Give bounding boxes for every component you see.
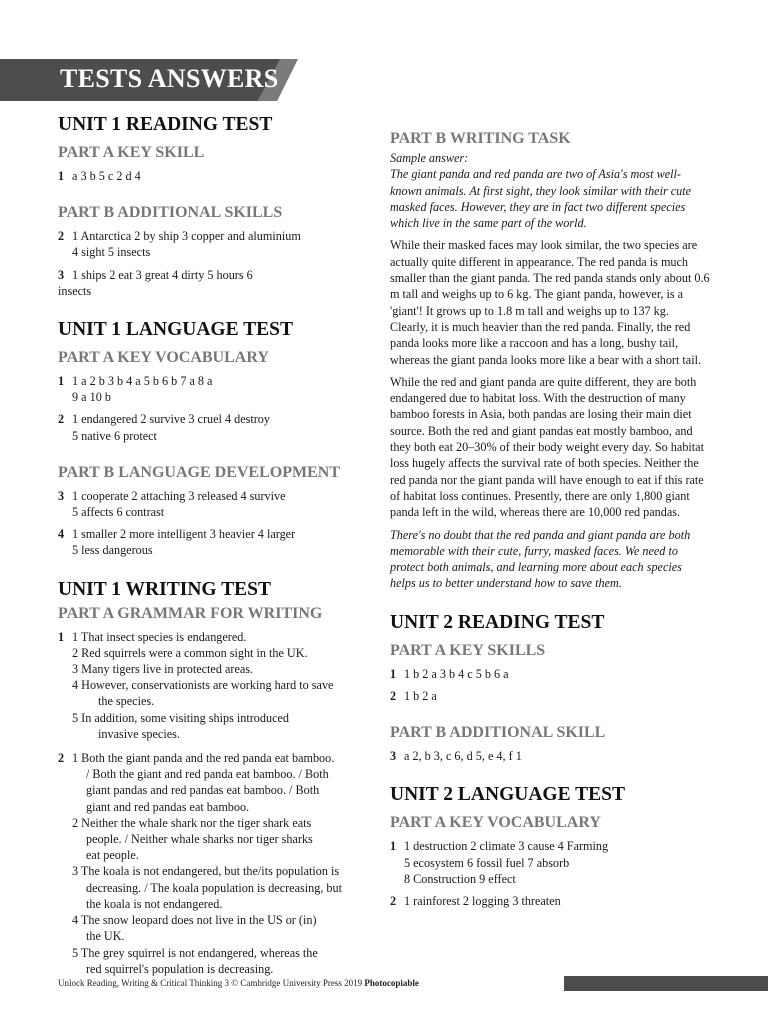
answer-line: 5 The grey squirrel is not endangered, whereas the — [72, 945, 318, 960]
answer-line: 1 1 b 2 a 3 b 4 c 5 b 6 a — [390, 666, 509, 681]
answer-line: 5 affects 6 contrast — [72, 505, 165, 520]
answer-line: people. / Neither whale sharks nor tiger sharks — [86, 832, 313, 847]
page-title: TESTS ANSWERS — [60, 64, 279, 93]
unit1-writing-title: UNIT 1 WRITING TEST — [58, 578, 271, 600]
answer-line: eat people. — [86, 848, 139, 863]
answer-line: 1 1 destruction 2 climate 3 cause 4 Farming — [390, 839, 609, 854]
answer-line: 2 1 endangered 2 survive 3 cruel 4 destroy — [58, 412, 270, 427]
grammar-q1 — [58, 629, 376, 742]
answer-line: 2 1 rainforest 2 logging 3 threaten — [390, 893, 561, 908]
answer-line: the species. — [98, 694, 155, 709]
sample-answer — [390, 150, 710, 592]
answer-line: the koala is not endangered. — [86, 896, 223, 911]
answer-line: red squirrel's population is decreasing. — [86, 961, 274, 976]
answer-line: insects — [58, 283, 92, 298]
answer-line: giant pandas and red pandas eat bamboo. / Both — [86, 783, 320, 798]
answer-line: 4 However, conservationists are working hard to save — [72, 678, 334, 693]
grammar-q2 — [58, 750, 376, 977]
left-column — [58, 112, 376, 977]
answer-line: 1 1 That insect species is endangered. — [58, 629, 247, 644]
unit1-reading-part-b: PART B ADDITIONAL SKILLS — [58, 204, 283, 222]
essay-paragraph: While the red and giant panda are quite different, they are both endangered due to habitat loss. With the destruction of many bamboo forests in Asia, both pandas are losing their main diet source. Both the red and giant pandas eat mostly bamboo, and they both eat 20–30% of their body weight every day. So habitat loss hugely affects the survival rate of both species. Neither the red panda nor the giant panda will have enough to eat if this rate of habitat loss continues. Presently, there are only 1,800 giant panda left in the wild, whereas there are 10,000 red pandas. — [390, 374, 704, 520]
answer-line: 9 a 10 b — [72, 390, 111, 405]
answer-line: 4 The snow leopard does not live in the US or (in) — [72, 913, 317, 928]
unit1-language-part-a: PART A KEY VOCABULARY — [58, 349, 269, 367]
essay-paragraph: There's no doubt that the red panda and giant panda are both memorable with their cute, furry, masked faces. We need to protect both animals, and learning more about each species helps us to better understand how to save them. — [390, 527, 691, 591]
writing-task-title: PART B WRITING TASK — [390, 130, 571, 147]
footer-bar — [564, 976, 768, 991]
essay-paragraph: While their masked faces may look similar, the two species are actually quite different in appearance. The red panda is much smaller than the giant panda. The red panda stands only about 0.6 m tall and weighs up to 6 kg. The giant panda, however, is a 'giant'! It grows up to 1.8 m tall and weighs up to 137 kg. Clearly, it is much heavier than the red panda. Finally, the red panda looks more like a raccoon and has a long, bushy tail, whereas the giant panda looks more like a bear with a short tail. — [390, 238, 710, 367]
unit2-reading-part-b: PART B ADDITIONAL SKILL — [390, 724, 606, 742]
answer-line: 1 a 3 b 5 c 2 d 4 — [58, 169, 141, 183]
answer-line: giant and red pandas eat bamboo. — [86, 799, 250, 814]
answer-line: 3 1 cooperate 2 attaching 3 released 4 survive — [58, 488, 286, 503]
right-column — [390, 128, 710, 909]
answer-line: invasive species. — [98, 726, 180, 741]
answer-line: 3 a 2, b 3, c 6, d 5, e 4, f 1 — [390, 749, 522, 764]
answer-line: 5 less dangerous — [72, 543, 153, 558]
answer-line: / Both the giant and red panda eat bamboo. / Both — [86, 767, 329, 782]
unit2-reading-title: UNIT 2 READING TEST — [390, 611, 605, 633]
answer-line: 3 1 ships 2 eat 3 great 4 dirty 5 hours 6 — [58, 267, 253, 282]
answer-line: 2 Red squirrels were a common sight in the UK. — [72, 645, 308, 660]
answer-line: 1 1 a 2 b 3 b 4 a 5 b 6 b 7 a 8 a — [58, 374, 213, 389]
answer-line: 2 1 b 2 a — [390, 688, 437, 703]
footer-copyright: Unlock Reading, Writing & Critical Thinking 3 © Cambridge University Press 2019 Photocopiable — [58, 978, 419, 988]
unit2-language-part-a: PART A KEY VOCABULARY — [390, 814, 601, 832]
unit1-language-title: UNIT 1 LANGUAGE TEST — [58, 319, 293, 341]
answer-line: 3 Many tigers live in protected areas. — [72, 662, 254, 677]
answer-line: 3 The koala is not endangered, but the/its population is — [72, 864, 340, 879]
answer-line: decreasing. / The koala population is decreasing, but — [86, 880, 342, 895]
unit1-language-part-b: PART B LANGUAGE DEVELOPMENT — [58, 463, 340, 481]
answer-line: 4 sight 5 insects — [72, 245, 151, 260]
unit1-reading-title: UNIT 1 READING TEST — [58, 114, 273, 135]
answer-line: 2 Neither the whale shark nor the tiger shark eats — [72, 815, 312, 830]
answer-line: 5 In addition, some visiting ships introduced — [72, 710, 289, 725]
answer-line: 2 1 Antarctica 2 by ship 3 copper and aluminium — [58, 229, 301, 244]
sample-answer-label: Sample answer: — [390, 151, 469, 165]
answer-line: 5 native 6 protect — [72, 428, 157, 443]
unit2-language-title: UNIT 2 LANGUAGE TEST — [390, 784, 625, 806]
unit1-writing-part-a: PART A GRAMMAR FOR WRITING — [58, 604, 323, 622]
answer-line: 5 ecosystem 6 fossil fuel 7 absorb — [404, 855, 570, 870]
answer-line: the UK. — [86, 929, 125, 944]
answer-line: 4 1 smaller 2 more intelligent 3 heavier 4 larger — [58, 527, 296, 542]
unit1-reading-part-a: PART A KEY SKILL — [58, 144, 205, 161]
essay-paragraph: The giant panda and red panda are two of Asia's most well-known animals. At first sight, they look similar with their cute masked faces. However, they are in fact two different species which live in the same part of the world. — [390, 167, 692, 231]
unit2-reading-part-a: PART A KEY SKILLS — [390, 641, 546, 659]
answer-line: 8 Construction 9 effect — [404, 871, 516, 886]
answer-line: 2 1 Both the giant panda and the red panda eat bamboo. — [58, 751, 335, 766]
